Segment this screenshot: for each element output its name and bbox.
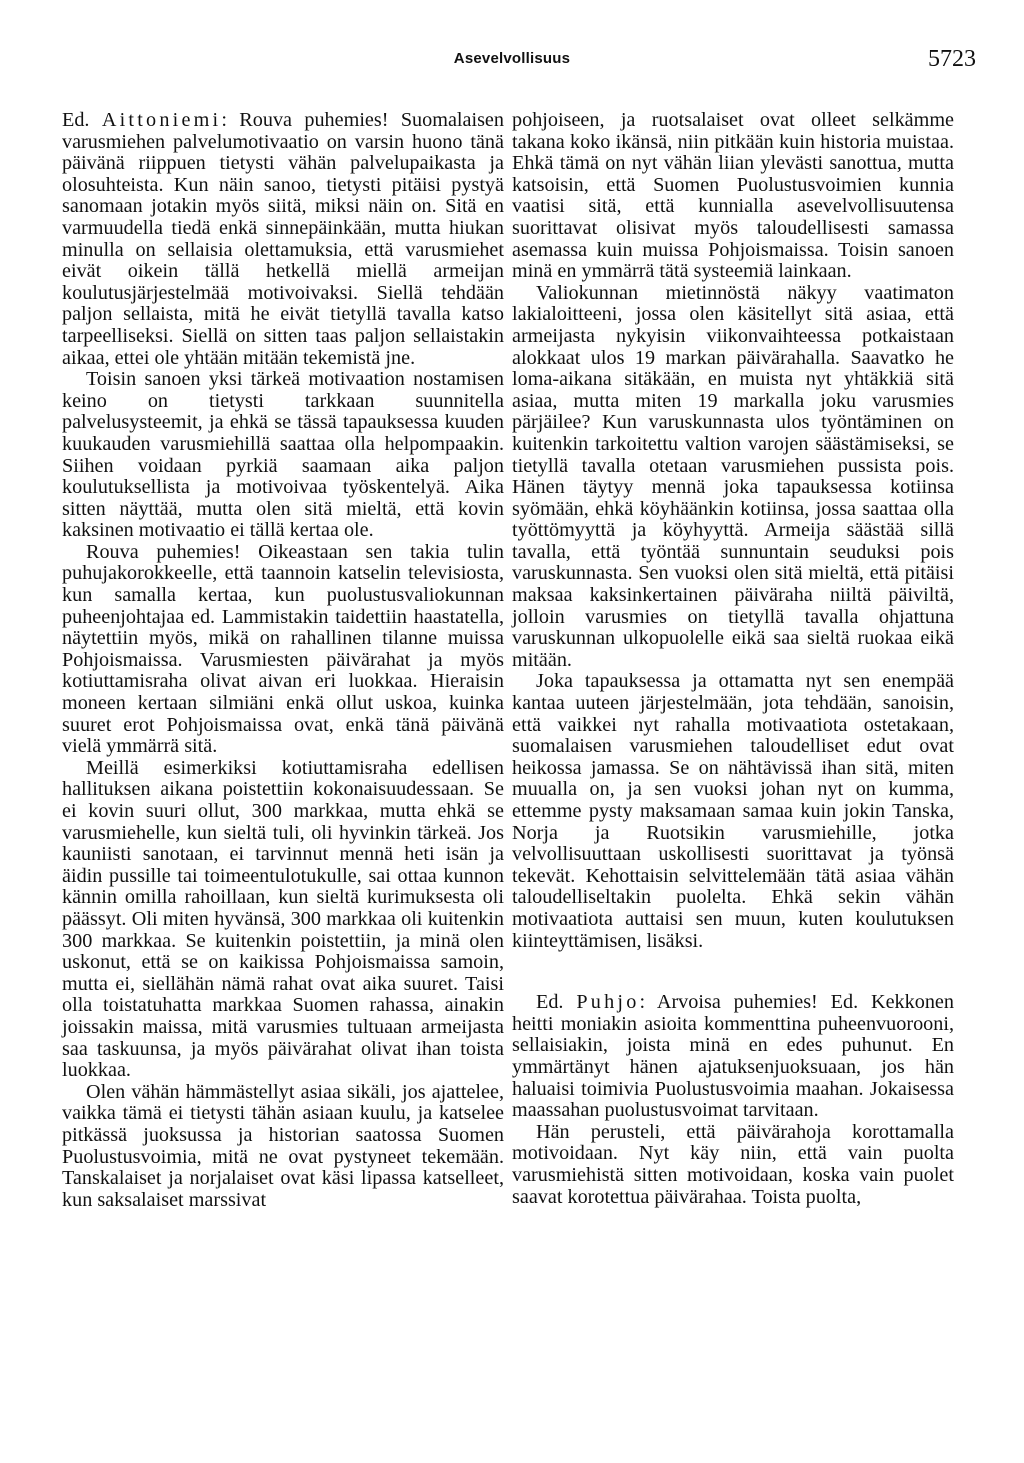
speaker-name: Puhjo (576, 991, 640, 1014)
paragraph: Toisin sanoen yksi tärkeä motivaation nostamisen keino on tietysti tarkkaan suunnitella palvelusysteemit, ja ehkä se tässä tapauksessa kuuden kuukauden varusmiehillä saattaa olla helpompaakin. Siihen voidaan pyrkiä saamaan aika paljon koulutuksellista ja motivoivaa työskentelyä. Aika sitten näyttää, mutta olen sitä mieltä, että kovin kaksinen motivaatio ei tällä kertaa ole. (62, 368, 504, 542)
left-column (62, 110, 504, 1211)
speech-text: : Arvoisa puhemies! Ed. Kekkonen heitti moniakin asioita kommenttina puheenvuorooni, sellaisiakin, joista minä en edes puhunut. En ymmärtänyt hänen ajatuksenjuoksuaan, jos hän haluaisi toimivia Puolustusvoimia maahan. Jokaisessa maassahan puolustusvoimat tarvitaan. (512, 991, 954, 1122)
paragraph: Meillä esimerkiksi kotiuttamisraha edellisen hallituksen aikana poistettiin kokonaisuudessaan. Se ei kovin suuri ollut, 300 markkaa, mutta ehkä se varusmiehelle, kun sieltä tuli, oli hyvinkin tärkeä. Jos kauniisti sanotaan, ei tarvinnut mennä heti isän ja äidin pussille tai toimeentulotukulle, sai ottaa kunnon kännin omilla rahoillaan, kun sieltä kurimuksesta oli päässyt. Oli miten hyvänsä, 300 markkaa oli kuitenkin 300 markkaa. Se kuitenkin poistettiin, ja minä olen uskonut, että se on kaikissa Pohjoismaissa samoin, mutta ei, siellähän nämä rahat ovat aika suuret. Taisi olla toistatuhatta markkaa Suomen rahassa, ainakin joissakin maissa, mitä varusmies tultuaan armeijasta saa taskuunsa, ja myös päivärahat olivat ihan toista luokkaa. (62, 756, 504, 1082)
speech-paragraph (512, 992, 954, 1122)
page-number: 5723 (928, 46, 976, 72)
right-column (512, 110, 954, 1208)
speaker-prefix: Ed. (62, 109, 102, 131)
paragraph: Joka tapauksessa ja ottamatta nyt sen enempää kantaa uuteen järjestelmään, jota tehdään, sanoisin, että vaikkei nyt rahalla motivaatiota ostetakaan, suomalaisen varusmiehen taloudelliset edut ovat heikossa jamassa. Se on nähtävissä ihan sitä, miten muualla on, ja sen vuoksi johan nyt on kumma, ettemme pysty maksamaan samaa kuin jokin Tanska, Norja ja Ruotsikin varusmiehille, jotka velvollisuuttaan uskollisesti suorittavat ja työnsä tekevät. Kehottaisin selvittelemään tätä asiaa vähän taloudelliseltakin puolelta. Ehkä sekin vähän motivaatiota auttaisi sen muun, kuten koulutuksen kiinteyttämisen, lisäksi. (512, 670, 954, 952)
running-title: Asevelvollisuus (453, 50, 571, 67)
paragraph: Hän perusteli, että päivärahoja korottamalla motivoidaan. Nyt käy niin, että vain puolta varusmiehistä sitten motivoidaan, koska vain puolet saavat korotettua päivärahaa. Toista puolta, (512, 1120, 954, 1208)
speech-text: : Rouva puhemies! Suomalaisen varusmiehen palvelumotivaatio on varsin huono tänä päivänä riippuen tietysti vähän palvelupaikasta ja olosuhteista. Kun näin sanoo, tietysti pitäisi pystyä sanomaan jotakin myös siitä, miksi näin on. Sitä en varmuudella tiedä enkä sinnepäinkään, mutta hiukan minulla on sellaisia olettamuksia, että varusmiehet eivät oikein tällä hetkellä miellä armeijan koulutusjärjestelmää motivoivaksi. Siellä tehdään paljon sellaista, mitä he eivät tietyllä tavalla katso tarpeelliseksi. Siellä on sitten taas paljon sellaistakin aikaa, ettei ole yhtään mitään tekemistä jne. (62, 109, 504, 369)
paragraph: pohjoiseen, ja ruotsalaiset ovat olleet selkämme takana koko ikänsä, niin pitkään kuin historia muistaa. Ehkä tämä on nyt vähän liian ylevästi sanottua, mutta katsoisin, että Suomen Puolustusvoimien kunnia vaatisi sitä, että kunnialla asevelvollisuutensa suorittavat olisivat myös taloudellisesti samassa asemassa kuin muissa Pohjoismaissa. Toisin sanoen minä en ymmärrä tätä systeemiä lainkaan. (512, 109, 954, 283)
paragraph: Rouva puhemies! Oikeastaan sen takia tulin puhujakorokkeelle, että taannoin katselin televisiosta, kun samalla kertaa, kun puolustusvaliokunnan puheenjohtajaa ed. Lammistakin taidettiin haastatella, näytettiin myös, mikä on rahallinen tilanne muissa Pohjoismaissa. Varusmiesten päivärahat ja myös kotiuttamisraha olivat aivan eri luokkaa. Hieraisin moneen kertaan silmiäni enkä ollut uskoa, kuinka suuret erot Pohjoismaissa ovat, enkä tänä päivänä vielä ymmärrä sitä. (62, 540, 504, 758)
speech-paragraph (62, 110, 504, 369)
paragraph: Olen vähän hämmästellyt asiaa sikäli, jos ajattelee, vaikka tämä ei tietysti tähän asiaan kuulu, ja katselee pitkässä juoksussa ja historian saatossa Suomen Puolustusvoimia, mitä ne ovat pystyneet tekemään. Tanskalaiset ja norjalaiset ovat käsi lipassa katselleet, kun saksalaiset marssivat (62, 1080, 504, 1211)
speaker-name: Aittoniemi (101, 109, 222, 131)
speaker-prefix: Ed. (536, 991, 577, 1014)
paragraph: Valiokunnan mietinnöstä näkyy vaatimaton lakialoitteeni, jossa olen käsitellyt sitä asiaa, että armeijasta nykyisin viikonvaihteessa potkaistaan alokkaat ulos 19 markan päivärahalla. Saavatko he loma-aikana sitäkään, en muista nyt yhtäkkiä sitä asiaa, mutta miten 19 markalla joku varusmies pärjäilee? Kun varuskunnasta ulos työntäminen on kuitenkin tarkoitettu valtion varojen säästämiseksi, se tietyllä tavalla otetaan varusmiehen pussista pois. Hänen täytyy mennä joka tapauksessa kotiinsa syömään, ehkä köyhäänkin kotiinsa, jossa saattaa olla työttömyyttä ja köyhyyttä. Armeija säästää sillä tavalla, että työntää sunnuntain seuduksi pois varuskunnasta. Sen vuoksi olen sitä mieltä, että pitäisi maksaa kaksinkertainen päiväraha niiltä päiviltä, jolloin varusmies on tietyllä tavalla ohjattuna varuskunnan ulkopuolelle eikä saa sieltä ruokaa eikä mitään. (512, 281, 954, 671)
